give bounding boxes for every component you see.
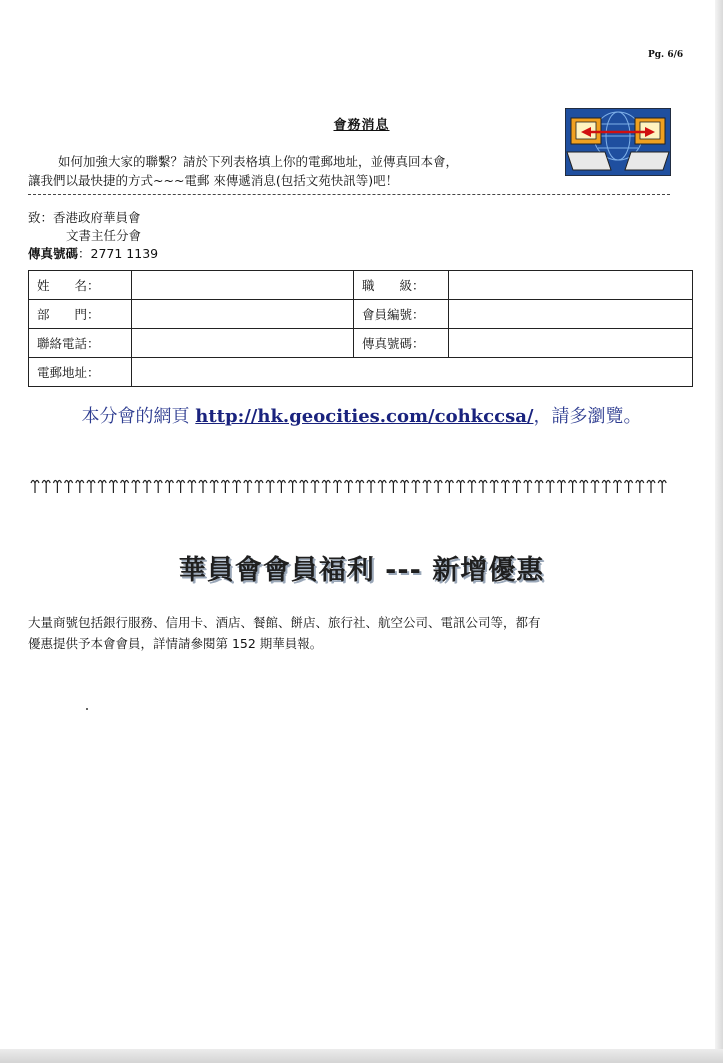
page-number: Pg. 6/6 [648, 50, 684, 60]
rank-field[interactable] [449, 271, 693, 300]
fax-field[interactable] [449, 329, 693, 358]
address-to: 致：香港政府華員會 [28, 210, 141, 225]
scan-speck [86, 708, 88, 710]
dept-label: 部 門： [29, 300, 132, 329]
email-label: 電郵地址： [29, 358, 132, 387]
email-computers-icon [565, 108, 671, 176]
dept-field[interactable] [132, 300, 354, 329]
notice-line-1: 如何加強大家的聯繫？請於下列表格填上你的電郵地址，並傳真回本會， [58, 154, 459, 169]
form-row [29, 271, 693, 300]
phone-field[interactable] [132, 329, 354, 358]
scan-edge-right [715, 0, 723, 1063]
member-no-field[interactable] [449, 300, 693, 329]
website-line [0, 402, 723, 428]
name-label: 姓 名： [29, 271, 132, 300]
address-fax [28, 245, 158, 263]
phone-label: 聯絡電話： [29, 329, 132, 358]
member-no-label: 會員編號： [354, 300, 449, 329]
name-field[interactable] [132, 271, 354, 300]
fax-field-label: 傳真號碼： [354, 329, 449, 358]
notice-title-text: 會務消息 [333, 118, 390, 133]
benefits-line-1: 大量商號包括銀行服務、信用卡、酒店、餐館、餅店、旅行社、航空公司、電訊公司等，都有 [28, 615, 541, 630]
notice-line-2: 讓我們以最快捷的方式~~~電郵 來傳遞消息(包括文苑快訊等)吧！ [28, 173, 399, 188]
website-suffix: ，請多瀏覽。 [533, 406, 642, 427]
website-prefix: 本分會的網頁 [81, 406, 196, 427]
address-block [28, 209, 158, 263]
fax-label: 傳真號碼 [28, 246, 79, 261]
website-link[interactable]: http://hk.geocities.com/cohkccsa/ [195, 406, 534, 427]
form-row [29, 329, 693, 358]
email-field[interactable] [132, 358, 693, 387]
scan-edge-bottom [0, 1049, 723, 1063]
benefits-line-2: 優惠提供予本會會員，詳情請參閱第 152 期華員報。 [28, 636, 323, 651]
ornament-divider [28, 477, 668, 495]
form-row [29, 358, 693, 387]
rank-label: 職 級： [354, 271, 449, 300]
address-branch: 文書主任分會 [66, 228, 142, 243]
notice-paragraph [28, 152, 558, 190]
cut-line [28, 194, 670, 195]
form-row [29, 300, 693, 329]
benefits-title: 華員會會員福利 --- 新增優惠 [178, 555, 545, 586]
benefits-paragraph [28, 612, 698, 654]
member-info-form [28, 270, 693, 387]
fax-number: ：2771 1139 [78, 246, 159, 261]
